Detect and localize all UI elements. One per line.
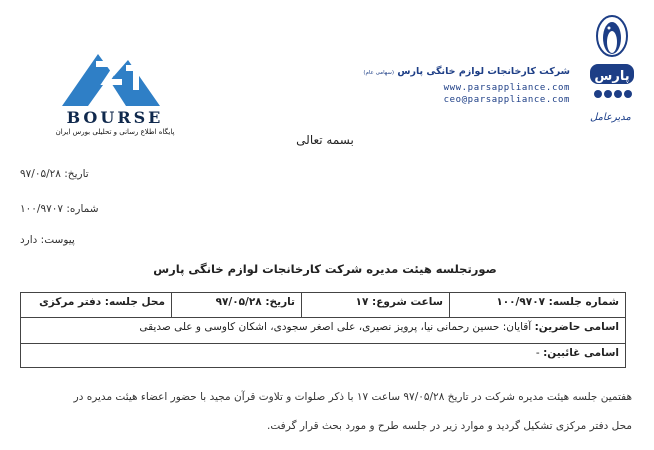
letter-date: تاریخ: ۹۷/۰۵/۲۸ (20, 168, 89, 180)
pars-brand-text: پارس (594, 69, 630, 84)
start-time: ساعت شروع: ۱۷ (301, 293, 449, 317)
minutes-table (20, 292, 626, 368)
present-label: اسامی حاضرین: (534, 321, 619, 333)
present-names: آقایان: حسین رحمانی نیا، پرویز نصیری، علی اصغر سجودی، اشکان کاوسی و علی صدیقی (139, 321, 532, 333)
table-row (21, 293, 625, 318)
letter-number: شماره: ۱۰۰/۹۷۰۷ (20, 203, 99, 215)
document-title: صورتجلسه هیئت مدیره شرکت کارخانجات لوازم خانگی پارس (153, 262, 497, 276)
bismillah: بسمه تعالی (296, 133, 354, 147)
absent-names: - (535, 347, 540, 359)
session-date: تاریخ: ۹۷/۰۵/۲۸ (171, 293, 301, 317)
session-location: محل جلسه: دفتر مرکزی (39, 296, 165, 308)
company-type: (سهامی عام) (363, 70, 395, 76)
ceo-signature: مدیرعامل (590, 112, 631, 123)
absent-cell (21, 344, 625, 367)
body-line-2: محل دفتر مرکزی تشکیل گردید و موارد زیر در جلسه طرح و مورد بحث قرار گرفت. (267, 420, 632, 432)
bourse-tagline: پایگاه اطلاع رسانی و تحلیلی بورس ایران (55, 128, 175, 136)
absent-label: اسامی غائبین: (543, 347, 619, 359)
session-number: شماره جلسه: ۱۰۰/۹۷۰۷ (449, 293, 625, 317)
present-cell (21, 318, 625, 343)
website-link[interactable]: www.parsappliance.com (443, 83, 570, 93)
body-line-1: هفتمین جلسه هیئت مدیره شرکت در تاریخ ۹۷/۰۵/۲۸ ساعت ۱۷ با ذکر صلوات و تلاوت قرآن مجید با حضور اعضاء هیئت مدیره در (73, 391, 632, 403)
letter-attachment: پیوست: دارد (20, 234, 75, 246)
table-row (21, 344, 625, 367)
email-link[interactable]: ceo@parsappliance.com (443, 95, 570, 105)
bourse-brand-text: BOURSE (66, 108, 164, 127)
company-name: شرکت کارخانجات لوازم خانگی پارس (سهامی عام) (363, 66, 570, 77)
pars-penguin-logo-icon (584, 14, 640, 110)
table-row (21, 318, 625, 344)
